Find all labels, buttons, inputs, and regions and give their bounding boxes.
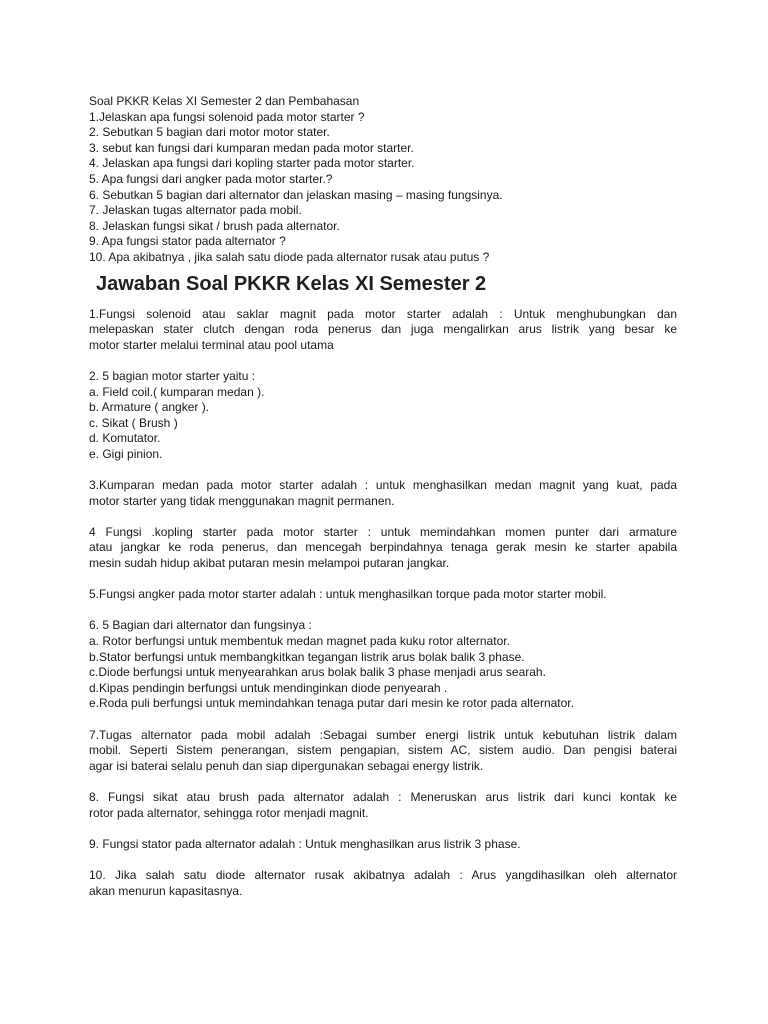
answer-section-title: Jawaban Soal PKKR Kelas XI Semester 2 — [96, 272, 487, 295]
question-1: 1.Jelaskan apa fungsi solenoid pada motor starter ? — [89, 109, 365, 124]
answer-6-intro: 6. 5 Bagian dari alternator dan fungsinya : — [89, 618, 312, 633]
answer-2 — [89, 369, 677, 463]
answer-1-line: 1.Fungsi solenoid atau saklar magnit pada motor starter adalah : Untuk menghubungkan dan — [89, 306, 677, 321]
answer-1-line: melepaskan stater clutch dengan roda penerus dan juga mengalirkan arus listrik yang besar ke — [89, 322, 677, 337]
answer-2-item: a. Field coil.( kumparan medan ). — [89, 384, 265, 399]
question-section-title: Soal PKKR Kelas XI Semester 2 dan Pembahasan — [89, 94, 360, 108]
answer-3-line: 3.Kumparan medan pada motor starter adalah : untuk menghasilkan medan magnit yang kuat, pada — [89, 478, 677, 493]
answer-4 — [89, 525, 677, 572]
answer-4-line: atau jangkar ke roda penerus, dan mencegah berpindahnya tenaga gerak mesin ke starter apabila — [89, 540, 677, 555]
answer-4-line: mesin sudah hidup akibat putaran mesin melampoi putaran jangkar. — [89, 556, 450, 571]
question-5: 5. Apa fungsi dari angker pada motor starter.? — [89, 171, 333, 186]
answer-2-item: b. Armature ( angker ). — [89, 400, 210, 415]
question-9: 9. Apa fungsi stator pada alternator ? — [89, 234, 286, 249]
answer-1-line: motor starter melalui terminal atau pool utama — [89, 337, 334, 352]
answer-section — [89, 307, 677, 900]
answer-7 — [89, 728, 677, 775]
question-10: 10. Apa akibatnya , jika salah satu diode pada alternator rusak atau putus ? — [89, 249, 490, 264]
question-7: 7. Jelaskan tugas alternator pada mobil. — [89, 203, 302, 218]
answer-10-line: 10. Jika salah satu diode alternator rusak akibatnya adalah : Arus yangdihasilkan oleh alternator — [89, 867, 677, 882]
question-8: 8. Jelaskan fungsi sikat / brush pada alternator. — [89, 218, 340, 233]
question-4: 4. Jelaskan apa fungsi dari kopling starter pada motor starter. — [89, 156, 415, 171]
answer-7-line: 7.Tugas alternator pada mobil adalah :Sebagai sumber energi listrik untuk kebutuhan listrik dalam — [89, 727, 677, 742]
answer-6-item: e.Roda puli berfungsi untuk memindahkan tenaga putar dari mesin ke rotor pada alternator. — [89, 696, 574, 711]
answer-10-line: akan menurun kapasitasnya. — [89, 883, 243, 898]
answer-2-item: c. Sikat ( Brush ) — [89, 415, 178, 430]
answer-5-line: 5.Fungsi angker pada motor starter adalah : untuk menghasilkan torque pada motor starter mobil. — [89, 587, 607, 602]
question-2: 2. Sebutkan 5 bagian dari motor motor stater. — [89, 125, 330, 140]
answer-6-item: b.Stator berfungsi untuk membangkitkan tegangan listrik arus bolak balik 3 phase. — [89, 649, 525, 664]
answer-7-line: agar isi baterai selalu penuh dan siap dipergunakan sebagai energy listrik. — [89, 758, 484, 773]
answer-2-item: e. Gigi pinion. — [89, 446, 163, 461]
answer-4-line: 4 Fungsi .kopling starter pada motor starter : untuk memindahkan momen punter dari armature — [89, 524, 677, 539]
answer-7-line: mobil. Seperti Sistem penerangan, sistem pengapian, sistem AC, sistem audio. Dan pengisi baterai — [89, 743, 677, 758]
document-page — [89, 94, 677, 915]
answer-6 — [89, 618, 677, 712]
question-6: 6. Sebutkan 5 bagian dari alternator dan jelaskan masing – masing fungsinya. — [89, 187, 503, 202]
answer-8-line: 8. Fungsi sikat atau brush pada alternator adalah : Meneruskan arus listrik dari kunci kontak ke — [89, 789, 677, 804]
question-3: 3. sebut kan fungsi dari kumparan medan pada motor starter. — [89, 140, 414, 155]
answer-8 — [89, 790, 677, 821]
answer-6-item: a. Rotor berfungsi untuk membentuk medan magnet pada kuku rotor alternator. — [89, 634, 510, 648]
answer-6-item: c.Diode berfungsi untuk menyearahkan arus bolak balik 3 phase menjadi arus searah. — [89, 665, 546, 680]
answer-3-line: motor starter yang tidak menggunakan magnit permanen. — [89, 493, 395, 508]
answer-3 — [89, 478, 677, 509]
answer-9 — [89, 837, 677, 853]
answer-2-intro: 2. 5 bagian motor starter yaitu : — [89, 368, 256, 383]
answer-2-item: d. Komutator. — [89, 431, 161, 446]
answer-5 — [89, 587, 677, 603]
answer-10 — [89, 868, 677, 899]
question-section — [89, 94, 677, 266]
answer-1 — [89, 307, 677, 354]
answer-9-line: 9. Fungsi stator pada alternator adalah : Untuk menghasilkan arus listrik 3 phase. — [89, 836, 521, 851]
answer-8-line: rotor pada alternator, sehingga rotor menjadi magnit. — [89, 805, 369, 820]
answer-6-item: d.Kipas pendingin berfungsi untuk mendinginkan diode penyearah . — [89, 680, 448, 695]
